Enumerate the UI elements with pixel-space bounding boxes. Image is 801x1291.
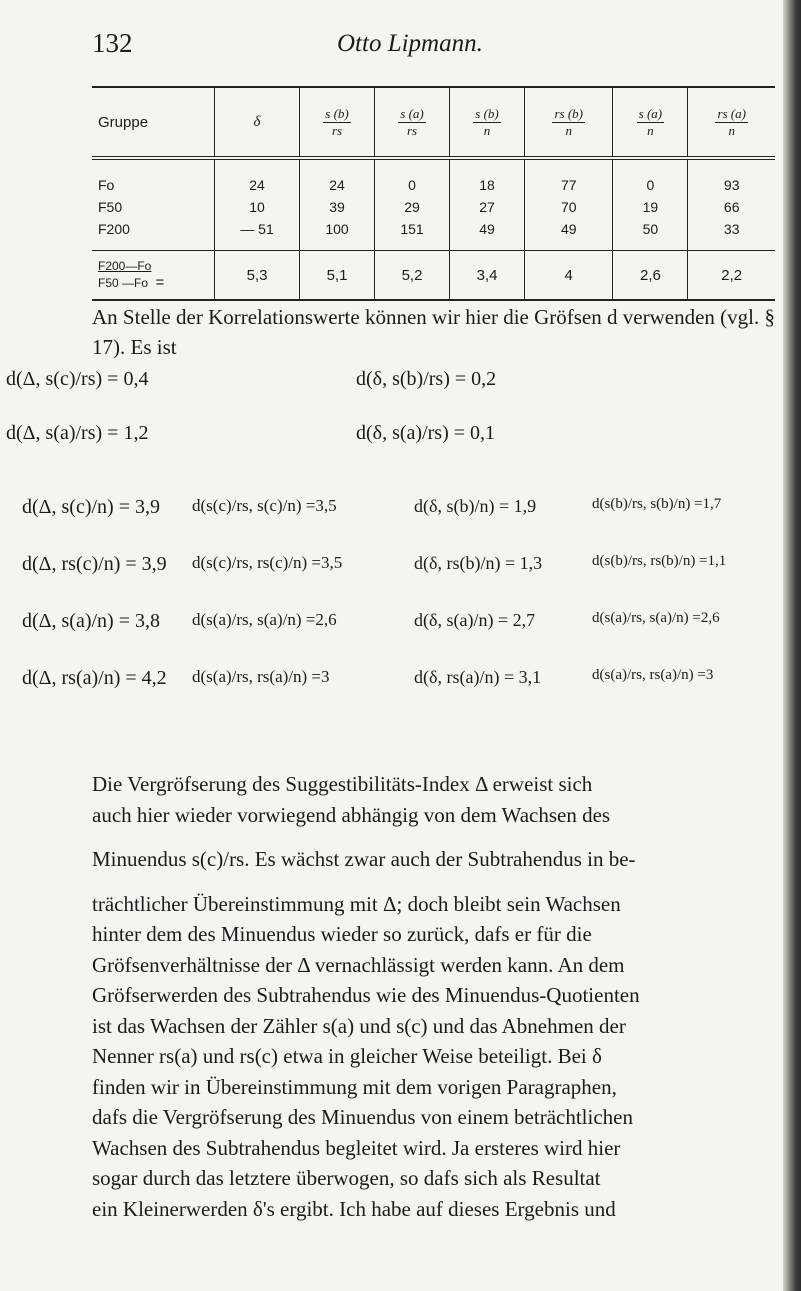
formula: d(Δ, s(a)/n) = 3,8 [22, 610, 160, 632]
table-cell: 24 [215, 158, 300, 196]
table-cell: 70 [525, 196, 613, 218]
table-cell: 49 [450, 218, 525, 251]
formula: d(s(a)/rs, s(a)/n) =2,6 [192, 610, 337, 629]
row-label: F50 [98, 199, 123, 215]
formula: d(s(a)/rs, s(a)/n) =2,6 [592, 610, 720, 626]
table-cell: 100 [300, 218, 375, 251]
col-header: $\frac{s (a)}{rs}$ [375, 87, 450, 158]
text-line: finden wir in Übereinstimmung mit dem vorigen Paragraphen, [92, 1074, 617, 1099]
table-cell: 2,2 [688, 251, 775, 301]
col-header-gruppe: Gruppe [92, 87, 215, 158]
ratio-row-label: $\frac{F200—Fo}{F50 —Fo}$ = [92, 251, 215, 301]
formula: d(s(c)/rs, s(c)/n) =3,5 [192, 496, 337, 515]
text-line: Minuendus s(c)/rs. Es wächst zwar auch der Subtrahendus in be- [92, 847, 636, 871]
table-cell: 5,1 [300, 251, 375, 301]
table-cell: 77 [525, 158, 613, 196]
text-line: dafs die Vergröfserung des Minuendus von einem beträchtlichen [92, 1105, 633, 1129]
table-row [92, 218, 775, 251]
formula: d(δ, s(a)/n) = 2,7 [414, 610, 536, 630]
text-line: hinter dem des Minuendus wieder so zurück, dafs er für die [92, 922, 592, 946]
formula: d(s(b)/rs, rs(b)/n) =1,1 [592, 553, 727, 569]
formula: d(Δ, s(c)/rs) = 0,4 [6, 368, 149, 390]
table-cell: 151 [375, 218, 450, 251]
table-cell: 66 [688, 196, 775, 218]
formula: d(δ, s(b)/rs) = 0,2 [356, 368, 497, 390]
table-cell: 50 [613, 218, 688, 251]
data-table [92, 86, 775, 301]
text-line: Gröfserwerden des Subtrahendus wie des Minuendus-Quotienten [92, 983, 640, 1007]
row-label: Fo [98, 177, 115, 193]
table-cell: 5,3 [215, 251, 300, 301]
table-cell: 29 [375, 196, 450, 218]
formula: d(s(a)/rs, rs(a)/n) =3 [592, 667, 714, 683]
text-line: ist das Wachsen der Zähler s(a) und s(c) und das Abnehmen der [92, 1013, 626, 1038]
text-line: trächtlicher Übereinstimmung mit Δ; doch bleibt sein Wachsen [92, 891, 621, 916]
table-cell: 5,2 [375, 251, 450, 301]
page-edge-shadow [783, 0, 801, 1291]
col-header: $\frac{s (a)}{n}$ [613, 87, 688, 158]
col-header: $\frac{rs (a)}{n}$ [688, 87, 775, 158]
table-cell: 2,6 [613, 251, 688, 301]
text-line: Nenner rs(a) und rs(c) etwa in gleicher Weise beteiligt. Bei δ [92, 1044, 602, 1068]
text-line: Die Vergröfserung des Suggestibilitäts-Index Δ erweist sich [92, 772, 593, 796]
body-paragraph [92, 769, 775, 1224]
table-cell: 19 [613, 196, 688, 218]
page-number: 132 [92, 28, 133, 58]
text-line: Wachsen des Subtrahendus begleitet wird. Ja ersteres wird hier [92, 1135, 621, 1160]
formula: d(Δ, rs(c)/n) = 3,9 [22, 553, 167, 575]
formula: d(δ, s(b)/n) = 1,9 [414, 496, 537, 516]
table-cell: 24 [300, 158, 375, 196]
table-cell: 0 [613, 158, 688, 196]
text-line: ein Kleinerwerden δ's ergibt. Ich habe auf dieses Ergebnis und [92, 1196, 616, 1221]
table-cell: 18 [450, 158, 525, 196]
table-cell: 49 [525, 218, 613, 251]
table-cell: 93 [688, 158, 775, 196]
table-cell: — 51 [215, 218, 300, 251]
col-header-delta: δ [215, 87, 300, 158]
table-row [92, 158, 775, 196]
text-line: Gröfsenverhältnisse der Δ vernachlässigt werden kann. An dem [92, 952, 625, 977]
row-label: F200 [92, 218, 215, 251]
formula: d(s(c)/rs, rs(c)/n) =3,5 [192, 553, 343, 572]
table-header-row [92, 87, 775, 158]
col-header: $\frac{s (b)}{rs}$ [300, 87, 375, 158]
running-head: Otto Lipmann. [337, 30, 483, 57]
table-cell: 39 [300, 196, 375, 218]
table-cell: 33 [688, 218, 775, 251]
table-cell: 3,4 [450, 251, 525, 301]
ratio-row [92, 251, 775, 301]
formula: d(δ, s(a)/rs) = 0,1 [356, 422, 496, 444]
text-line: auch hier wieder vorwiegend abhängig von dem Wachsen des [92, 802, 611, 827]
col-header: $\frac{s (b)}{n}$ [450, 87, 525, 158]
table-cell: 10 [215, 196, 300, 218]
formula: d(Δ, s(a)/rs) = 1,2 [6, 422, 149, 444]
formula: d(Δ, s(c)/n) = 3,9 [22, 496, 160, 518]
col-header: $\frac{rs (b)}{n}$ [525, 87, 613, 158]
table-cell: 27 [450, 196, 525, 218]
table-cell: 0 [375, 158, 450, 196]
formula: d(Δ, rs(a)/n) = 4,2 [22, 667, 167, 689]
formula: d(δ, rs(b)/n) = 1,3 [414, 553, 543, 573]
formula: d(s(a)/rs, rs(a)/n) =3 [192, 667, 330, 686]
table-cell: 4 [525, 251, 613, 301]
intro-paragraph: An Stelle der Korrelationswerte können wir hier die Gröfsen d verwenden (vgl. § 17). Es ist [92, 305, 775, 359]
formula: d(δ, rs(a)/n) = 3,1 [414, 667, 542, 687]
formula: d(s(b)/rs, s(b)/n) =1,7 [592, 496, 722, 512]
table-row [92, 196, 775, 218]
text-line: sogar durch das letztere überwogen, so dafs sich als Resultat [92, 1166, 601, 1190]
